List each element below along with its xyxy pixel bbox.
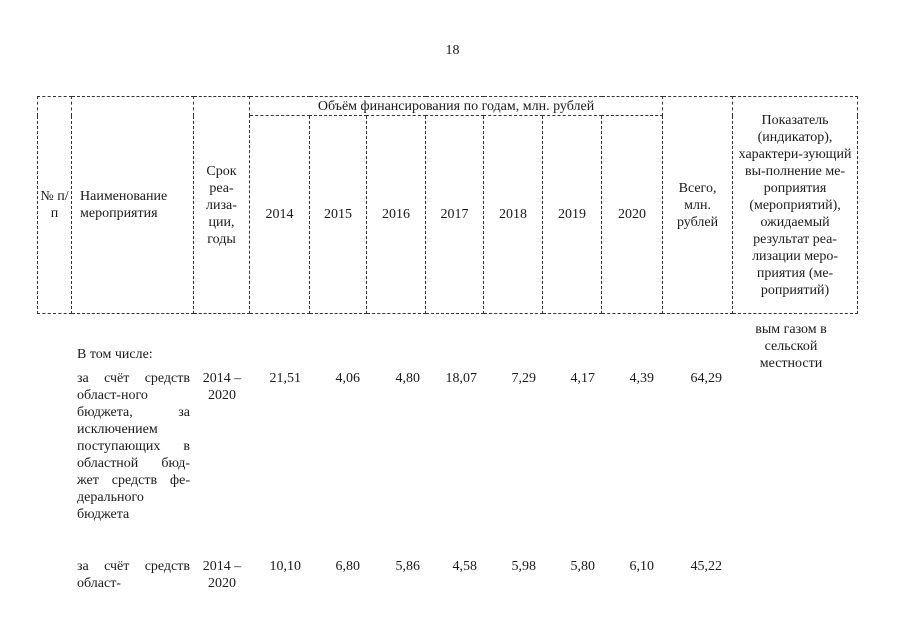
header-year-2014: 2014 [250,116,310,314]
page-number: 18 [445,43,460,58]
header-year-2020: 2020 [602,116,663,314]
row-1-value-2019: 4,17 [570,371,595,386]
row-1-value-2015: 4,06 [335,371,360,386]
header-indicator: Показатель (индикатор), характери-зующий вы-полнение ме-роприятия (мероприятий), ожидаемый результат реа-лизации меро-приятия (ме-роприятий) [733,97,858,314]
row-1-value-2018: 7,29 [511,371,536,386]
header-term: Срок реа-лиза-ции, годы [194,97,250,314]
row-2-term: 2014 – 2020 [202,559,242,591]
header-name: Наименование мероприятия [72,97,194,314]
row-2-value-2018: 5,98 [511,559,536,574]
row-1-value-2016: 4,80 [395,371,420,386]
row-1-value-2017: 18,07 [445,371,477,386]
header-number: № п/п [38,97,72,314]
row-2-name: за счёт средств област- [77,559,190,591]
row-2-value-2015: 6,80 [335,559,360,574]
header-funding: Объём финансирования по годам, млн. рублей [250,97,663,116]
indicator-continuation: вым газом в сельской местности [755,322,827,371]
row-1-value-2014: 21,51 [269,371,301,386]
row-1-value-2020: 4,39 [629,371,654,386]
row-1-term: 2014 – 2020 [202,371,242,403]
row-2-value-2020: 6,10 [629,559,654,574]
row-2-value-2017: 4,58 [452,559,477,574]
row-2-value-2019: 5,80 [570,559,595,574]
header-year-2018: 2018 [484,116,543,314]
row-1-name: за счёт средств област-ного бюджета, за исключением поступающих в областной бюд-жет средств фе-дерального бюджета [77,371,190,522]
table-header [37,96,858,314]
row-2-total: 45,22 [690,559,722,574]
header-total: Всего, млн. рублей [663,97,733,314]
header-year-2019: 2019 [543,116,602,314]
header-year-2015: 2015 [310,116,367,314]
row-2-value-2016: 5,86 [395,559,420,574]
header-year-2016: 2016 [367,116,426,314]
row-1-total: 64,29 [690,371,722,386]
row-2-value-2014: 10,10 [269,559,301,574]
header-year-2017: 2017 [426,116,484,314]
subheading: В том числе: [77,347,153,362]
